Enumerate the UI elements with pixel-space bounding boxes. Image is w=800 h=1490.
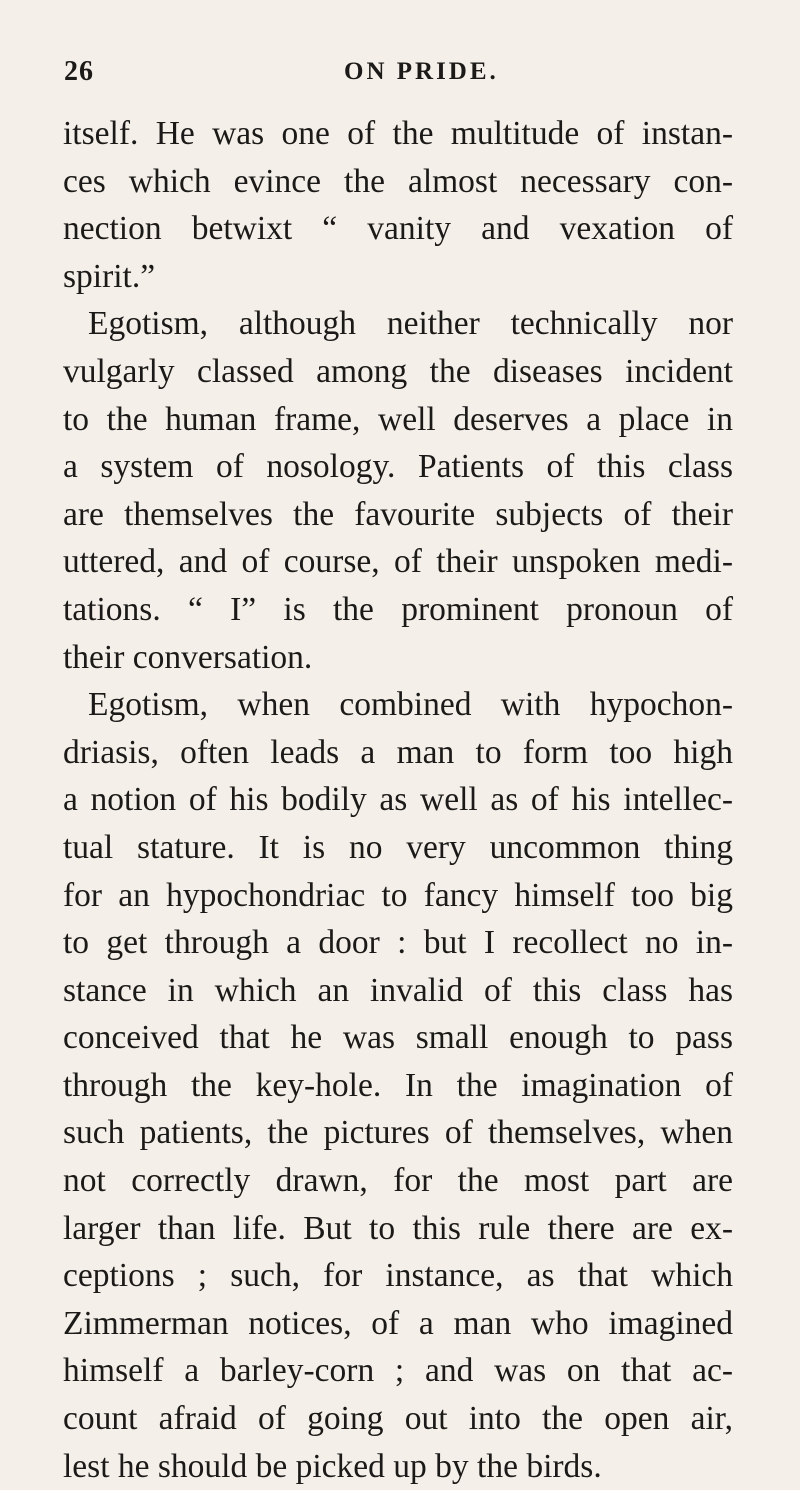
text-line: lest he should be picked up by the birds. [63,1447,602,1485]
text-line: ces which evince the almost necessary con- [63,162,733,200]
running-head: ON PRIDE. [344,58,499,85]
text-line: nection betwixt “ vanity and vexation of [63,210,733,248]
text-line: count afraid of going out into the open air, [63,1400,733,1438]
text-line: stance in which an invalid of this class has [63,971,733,1009]
text-line: himself a barley-corn ; and was on that ac- [63,1352,733,1390]
text-line: are themselves the favourite subjects of their [63,495,733,533]
text-line: tations. “ I” is the prominent pronoun of [63,590,733,628]
text-line: driasis, often leads a man to form too high [63,733,733,771]
text-line: such patients, the pictures of themselves, when [63,1114,733,1152]
body-text [63,110,733,1490]
text-line: Zimmerman notices, of a man who imagined [63,1304,733,1342]
text-line: ceptions ; such, for instance, as that which [63,1257,733,1295]
text-line: tual stature. It is no very uncommon thing [63,828,733,866]
text-line: conceived that he was small enough to pass [63,1019,733,1057]
text-line: itself. He was one of the multitude of instan- [63,115,733,152]
text-line: not correctly drawn, for the most part are [63,1162,733,1200]
page-number: 26 [64,56,94,87]
text-line: uttered, and of course, of their unspoken medi- [63,543,733,581]
text-line: their conversation. [63,638,313,676]
text-line: vulgarly classed among the diseases incident [63,352,733,390]
text-line: a notion of his bodily as well as of his intellec- [63,781,733,819]
text-line: spirit.” [63,257,156,295]
text-line: Egotism, although neither technically nor [88,305,733,343]
text-line: to the human frame, well deserves a place in [63,400,733,438]
text-line: to get through a door : but I recollect no in- [63,924,733,962]
text-line: for an hypochondriac to fancy himself too big [63,876,733,914]
text-line: a system of nosology. Patients of this class [63,448,733,486]
page-header [64,56,624,96]
text-line: through the key-hole. In the imagination of [63,1066,733,1104]
text-line: larger than life. But to this rule there are ex- [63,1209,733,1247]
text-line: Egotism, when combined with hypochon- [88,686,733,724]
